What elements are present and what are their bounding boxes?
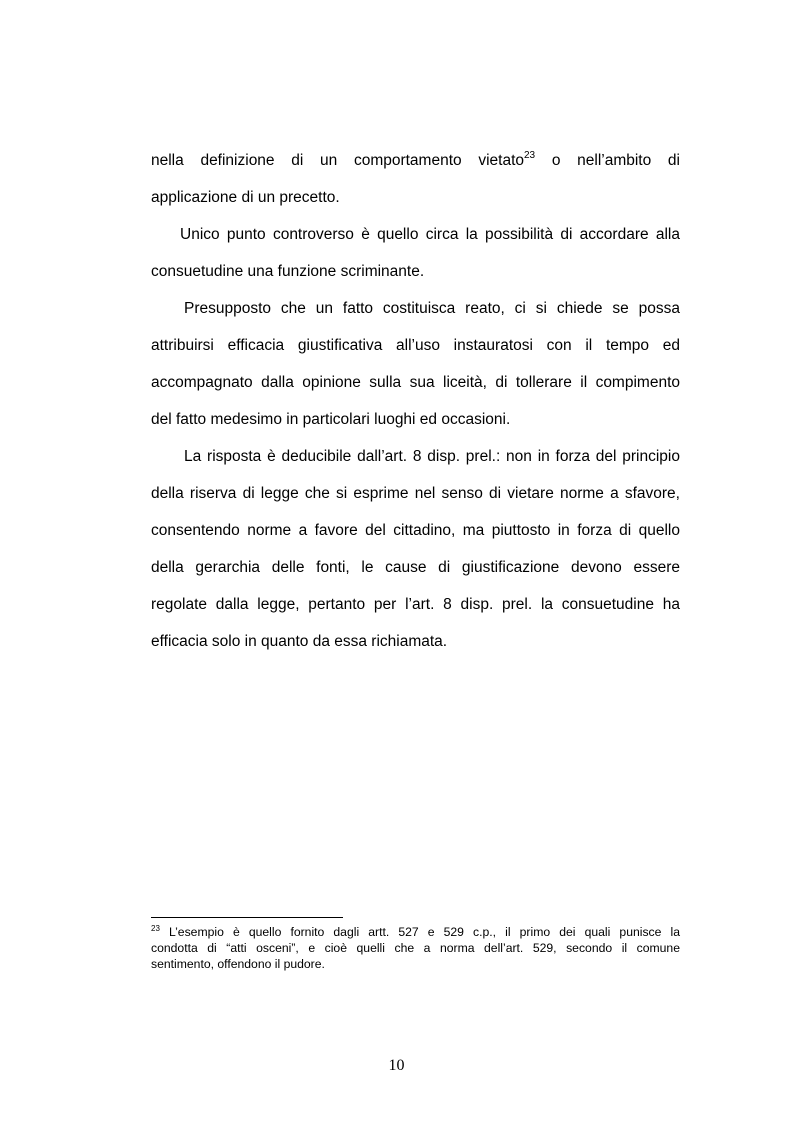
body-line: della gerarchia delle fonti, le cause di giustificazione devono essere bbox=[151, 559, 680, 576]
body-line: La risposta è deducibile dall’art. 8 disp. prel.: non in forza del principio bbox=[184, 448, 680, 465]
footnote-text: L’esempio è quello fornito dagli artt. 527 e 529 c.p., il primo dei quali punisce la bbox=[159, 925, 680, 939]
body-line: applicazione di un precetto. bbox=[151, 189, 340, 206]
body-line: efficacia solo in quanto da essa richiamata. bbox=[151, 633, 448, 650]
body-line: attribuirsi efficacia giustificativa all’uso instauratosi con il tempo ed bbox=[151, 337, 680, 354]
footnote-number: 23 bbox=[151, 924, 160, 933]
body-line: regolate dalla legge, pertanto per l’art. 8 disp. prel. la consuetudine ha bbox=[151, 596, 680, 613]
body-text: o nell’ambito di bbox=[535, 152, 680, 169]
body-line: della riserva di legge che si esprime nel senso di vietare norme a sfavore, bbox=[151, 485, 680, 502]
footnote-reference[interactable]: 23 bbox=[524, 150, 536, 161]
body-line: Presupposto che un fatto costituisca reato, ci si chiede se possa bbox=[184, 300, 680, 317]
body-line bbox=[151, 151, 680, 171]
footnote-line: condotta di “atti osceni”, e cioè quelli che a norma dell’art. 529, secondo il comune bbox=[151, 941, 680, 955]
body-line: Unico punto controverso è quello circa la possibilità di accordare alla bbox=[180, 226, 680, 243]
body-line: accompagnato dalla opinione sulla sua liceità, di tollerare il compimento bbox=[151, 374, 680, 391]
body-text: nella definizione di un comportamento vietato bbox=[151, 152, 524, 169]
footnote-line: sentimento, offendono il pudore. bbox=[151, 957, 325, 971]
body-line: del fatto medesimo in particolari luoghi ed occasioni. bbox=[151, 411, 511, 428]
page-number: 10 bbox=[388, 1057, 405, 1074]
body-line: consentendo norme a favore del cittadino, ma piuttosto in forza di quello bbox=[151, 522, 680, 539]
footnote-line bbox=[151, 924, 680, 940]
footnote-separator bbox=[151, 917, 343, 918]
body-line: consuetudine una funzione scriminante. bbox=[151, 263, 425, 280]
